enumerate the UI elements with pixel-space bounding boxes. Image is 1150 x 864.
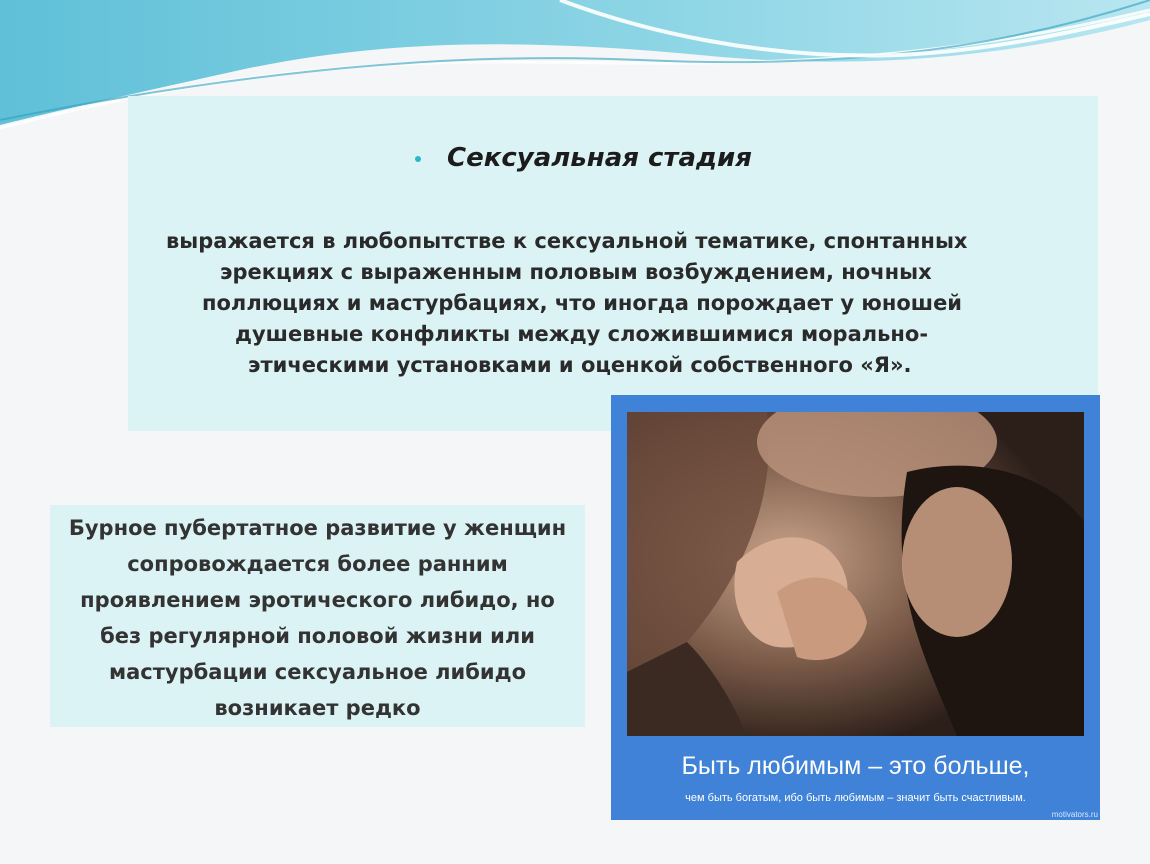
poster-subcaption: чем быть богатым, ибо быть любимым – значит быть счастливым. [685,792,1026,804]
side-line: возникает редко [214,696,421,720]
side-line: без регулярной половой жизни или [100,624,535,648]
bullet-icon [415,156,421,162]
paragraph-line: выражается в любопытстве к сексуальной тематике, спонтанных [166,229,968,253]
side-line: мастурбации сексуальное либидо [108,660,527,684]
side-line: сопровождается более ранним [127,552,508,576]
main-paragraph [160,226,1080,381]
heading-row [415,143,752,173]
paragraph-line: поллюциях и мастурбациях, что иногда порождает у юношей [202,291,963,315]
paragraph-line: душевные конфликты между сложившимися морально- [235,322,929,346]
side-line: Бурное пубертатное развитие у женщин [68,516,567,540]
paragraph-line: этическими установками и оценкой собственного «Я». [248,353,912,377]
slide-heading: Сексуальная стадия [447,143,752,173]
paragraph-line: эрекциях с выраженным половым возбуждением, ночных [220,260,932,284]
couple-photo [627,412,1084,736]
poster-caption: Быть любимым – это больше, [681,752,1030,780]
side-paragraph [50,510,585,726]
poster-site-label: motivators.ru [1051,810,1098,819]
side-line: проявлением эротического либидо, но [80,588,555,612]
